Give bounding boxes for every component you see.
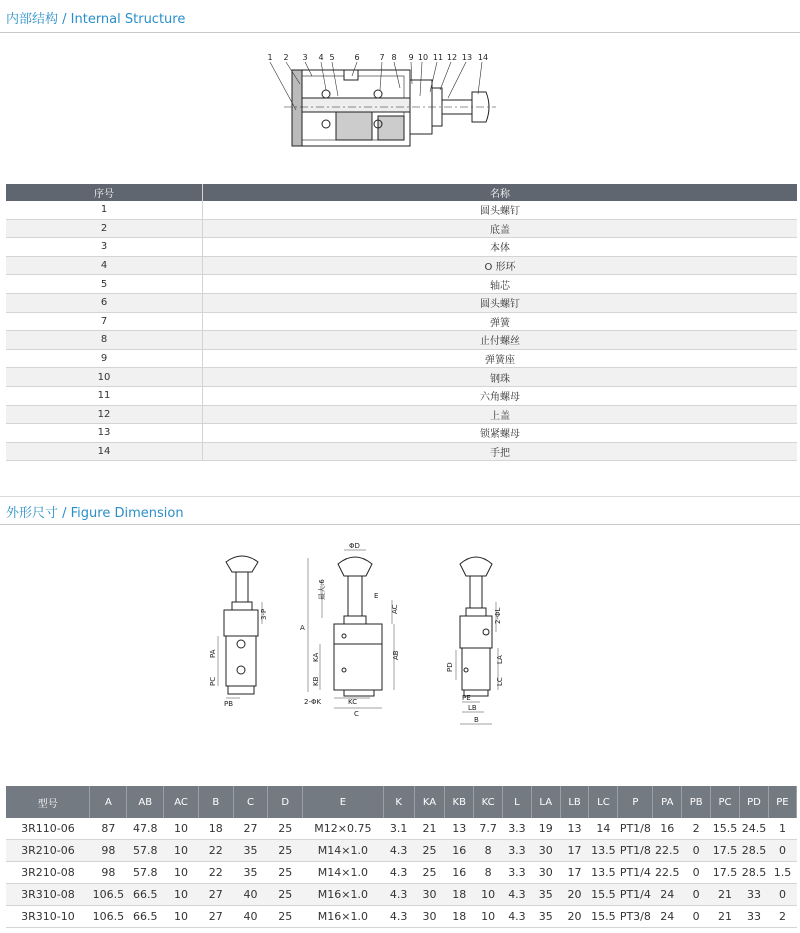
- callout-5: 5: [329, 53, 335, 62]
- part-name: 手把: [203, 442, 798, 461]
- dims-cell: 13.5: [589, 862, 618, 884]
- dims-header-cell: AB: [127, 786, 164, 818]
- dims-header-cell: A: [90, 786, 127, 818]
- part-number: 6: [6, 293, 203, 312]
- dims-cell: 28.5: [740, 862, 769, 884]
- dims-cell: 22: [198, 840, 233, 862]
- dims-cell: 106.5: [90, 884, 127, 906]
- dims-cell: PT1/4: [618, 862, 653, 884]
- parts-row: [6, 238, 797, 257]
- dims-cell: 17: [560, 862, 589, 884]
- parts-row: [6, 256, 797, 275]
- dims-header-cell: KC: [474, 786, 503, 818]
- dims-header-cell: L: [503, 786, 532, 818]
- dims-cell: 25: [268, 906, 303, 928]
- dims-header-cell: PA: [653, 786, 682, 818]
- dims-header-cell: LB: [560, 786, 589, 818]
- dims-row: [6, 906, 797, 928]
- part-number: 2: [6, 219, 203, 238]
- dims-cell: 18: [198, 818, 233, 840]
- dim-pe: PE: [462, 694, 471, 702]
- part-name: 六角螺母: [203, 386, 798, 405]
- dims-cell: 66.5: [127, 884, 164, 906]
- part-name: 弹簧座: [203, 349, 798, 368]
- parts-row: [6, 349, 797, 368]
- dims-header-cell: C: [233, 786, 268, 818]
- parts-header-name: 名称: [203, 184, 798, 201]
- callout-9: 9: [408, 53, 414, 62]
- dims-cell: 106.5: [90, 906, 127, 928]
- part-number: 14: [6, 442, 203, 461]
- dim-a: A: [300, 624, 305, 632]
- dims-cell: 17.5: [711, 862, 740, 884]
- dims-cell: 22.5: [653, 840, 682, 862]
- dims-cell: 21: [711, 884, 740, 906]
- part-number: 8: [6, 331, 203, 350]
- section-underline-2: [0, 524, 800, 525]
- dims-header-cell: KB: [445, 786, 474, 818]
- part-name: 止付螺丝: [203, 331, 798, 350]
- dims-cell: 24.5: [740, 818, 769, 840]
- parts-row: [6, 275, 797, 294]
- dims-cell: 4.3: [503, 906, 532, 928]
- dims-cell: 25: [414, 840, 445, 862]
- dims-cell: 16: [445, 862, 474, 884]
- callout-11: 11: [432, 53, 444, 62]
- dims-header-cell: PC: [711, 786, 740, 818]
- dims-cell: 10: [164, 840, 199, 862]
- dims-row: [6, 818, 797, 840]
- dims-header-cell: E: [303, 786, 384, 818]
- dims-header-cell: PD: [740, 786, 769, 818]
- dim-d: ΦD: [349, 542, 360, 550]
- dims-cell: 25: [268, 862, 303, 884]
- parts-table: [6, 184, 797, 461]
- callout-3: 3: [302, 53, 308, 62]
- parts-row: [6, 331, 797, 350]
- dim-pc: PC: [209, 676, 217, 686]
- part-name: 轴芯: [203, 275, 798, 294]
- dim-ka: KA: [312, 652, 320, 662]
- part-name: 圆头螺钉: [203, 201, 798, 219]
- dims-header-cell: 型号: [6, 786, 90, 818]
- dims-cell: 15.5: [711, 818, 740, 840]
- dims-cell: 3.3: [503, 818, 532, 840]
- dims-cell: M12×0.75: [303, 818, 384, 840]
- parts-row: [6, 386, 797, 405]
- dims-cell: 28.5: [740, 840, 769, 862]
- dims-cell: PT1/8: [618, 818, 653, 840]
- callout-6: 6: [354, 53, 360, 62]
- dims-row: [6, 862, 797, 884]
- dims-cell: 3.3: [503, 862, 532, 884]
- parts-header-no: 序号: [6, 184, 203, 201]
- dim-e: E: [374, 592, 379, 600]
- dims-cell: 13: [445, 818, 474, 840]
- dims-cell: M16×1.0: [303, 884, 384, 906]
- part-name: O 形环: [203, 256, 798, 275]
- part-name: 弹簧: [203, 312, 798, 331]
- dim-pd: PD: [446, 662, 454, 672]
- part-name: 底盖: [203, 219, 798, 238]
- dims-cell: 16: [653, 818, 682, 840]
- dims-cell: 35: [233, 840, 268, 862]
- dims-cell: 35: [233, 862, 268, 884]
- dims-cell: 10: [164, 906, 199, 928]
- parts-row: [6, 405, 797, 424]
- callout-7: 7: [379, 53, 385, 62]
- dims-cell: 4.3: [383, 906, 414, 928]
- dims-header-cell: LA: [531, 786, 560, 818]
- dimensions-table: [6, 786, 797, 928]
- dims-cell: 21: [414, 818, 445, 840]
- dims-cell: PT1/8: [618, 840, 653, 862]
- dims-cell: 27: [198, 884, 233, 906]
- parts-row: [6, 201, 797, 219]
- dims-cell: 27: [198, 906, 233, 928]
- dims-cell: 10: [164, 818, 199, 840]
- callout-4: 4: [318, 53, 324, 62]
- part-name: 锁紧螺母: [203, 424, 798, 443]
- dims-cell: 13.5: [589, 840, 618, 862]
- dims-cell: 10: [474, 884, 503, 906]
- dim-lc: LC: [496, 677, 504, 686]
- section-divider: [0, 496, 800, 497]
- dims-header-cell: LC: [589, 786, 618, 818]
- dim-k: 2-ΦK: [304, 698, 322, 706]
- dims-header-cell: K: [383, 786, 414, 818]
- part-number: 1: [6, 201, 203, 219]
- dims-cell: 8: [474, 862, 503, 884]
- dim-2l: 2-ΦL: [494, 607, 502, 624]
- dims-cell: 10: [474, 906, 503, 928]
- dims-cell: M14×1.0: [303, 840, 384, 862]
- dim-ac: AC: [391, 604, 399, 614]
- dims-cell: 27: [233, 818, 268, 840]
- parts-row: [6, 312, 797, 331]
- parts-row: [6, 424, 797, 443]
- dims-cell: 57.8: [127, 840, 164, 862]
- dims-cell: 25: [268, 840, 303, 862]
- callout-13: 13: [461, 53, 473, 62]
- dims-cell: 35: [531, 906, 560, 928]
- dims-cell: 25: [268, 818, 303, 840]
- dims-cell: 15.5: [589, 884, 618, 906]
- section-underline: [0, 32, 800, 33]
- dims-cell: 21: [711, 906, 740, 928]
- dims-cell: 0: [682, 862, 711, 884]
- dim-pb: PB: [224, 700, 234, 708]
- dims-cell: 8: [474, 840, 503, 862]
- dims-cell: 13: [560, 818, 589, 840]
- dims-header-cell: P: [618, 786, 653, 818]
- dims-cell: 30: [531, 862, 560, 884]
- parts-row: [6, 442, 797, 461]
- part-name: 圆头螺钉: [203, 293, 798, 312]
- dims-cell: 14: [589, 818, 618, 840]
- section-title-dimension: 外形尺寸 / Figure Dimension: [6, 506, 184, 521]
- dims-header-cell: KA: [414, 786, 445, 818]
- dims-cell: 25: [268, 884, 303, 906]
- dims-cell: 10: [164, 862, 199, 884]
- dims-cell: 98: [90, 862, 127, 884]
- dims-cell: 0: [682, 906, 711, 928]
- callout-2: 2: [283, 53, 289, 62]
- dims-cell: 0: [682, 884, 711, 906]
- part-number: 7: [6, 312, 203, 331]
- dims-cell: 40: [233, 906, 268, 928]
- dims-cell: 2: [768, 906, 796, 928]
- dim-lb: LB: [468, 704, 477, 712]
- dims-cell: 2: [682, 818, 711, 840]
- dims-cell: 17.5: [711, 840, 740, 862]
- dims-cell: 7.7: [474, 818, 503, 840]
- dims-cell: 3R210-08: [6, 862, 90, 884]
- part-name: 上盖: [203, 405, 798, 424]
- dims-cell: 24: [653, 884, 682, 906]
- dims-cell: 19: [531, 818, 560, 840]
- dims-cell: 87: [90, 818, 127, 840]
- part-number: 13: [6, 424, 203, 443]
- dims-cell: 4.3: [383, 840, 414, 862]
- dims-cell: 18: [445, 884, 474, 906]
- dims-cell: 4.3: [383, 862, 414, 884]
- figure-dimension-drawing: [0, 540, 800, 740]
- dims-header-cell: B: [198, 786, 233, 818]
- callout-8: 8: [391, 53, 397, 62]
- dims-cell: 4.3: [383, 884, 414, 906]
- dims-cell: 18: [445, 906, 474, 928]
- dim-3p: 3-P: [260, 608, 268, 620]
- dims-cell: 3.3: [503, 840, 532, 862]
- dims-cell: 10: [164, 884, 199, 906]
- dims-cell: 0: [682, 840, 711, 862]
- dims-cell: 22: [198, 862, 233, 884]
- dims-cell: M16×1.0: [303, 906, 384, 928]
- dims-row: [6, 884, 797, 906]
- dims-cell: 25: [414, 862, 445, 884]
- part-number: 10: [6, 368, 203, 387]
- dims-cell: 1.5: [768, 862, 796, 884]
- dims-cell: 30: [414, 906, 445, 928]
- callout-1: 1: [267, 53, 273, 62]
- part-number: 9: [6, 349, 203, 368]
- dims-cell: 22.5: [653, 862, 682, 884]
- dims-cell: 3R310-08: [6, 884, 90, 906]
- dims-cell: 4.3: [503, 884, 532, 906]
- dims-cell: 20: [560, 884, 589, 906]
- dims-header-cell: AC: [164, 786, 199, 818]
- dims-cell: 30: [414, 884, 445, 906]
- dims-cell: 3R110-06: [6, 818, 90, 840]
- part-name: 本体: [203, 238, 798, 257]
- dims-cell: 16: [445, 840, 474, 862]
- dims-cell: 15.5: [589, 906, 618, 928]
- parts-row: [6, 219, 797, 238]
- dims-cell: 0: [768, 840, 796, 862]
- dims-header-cell: D: [268, 786, 303, 818]
- dims-cell: 33: [740, 906, 769, 928]
- dims-cell: 57.8: [127, 862, 164, 884]
- dims-header-cell: PB: [682, 786, 711, 818]
- dims-cell: 0: [768, 884, 796, 906]
- dim-kc: KC: [348, 698, 358, 706]
- dim-pa: PA: [209, 649, 217, 658]
- part-name: 钢珠: [203, 368, 798, 387]
- dims-cell: 3R210-06: [6, 840, 90, 862]
- dim-b: B: [474, 716, 479, 724]
- dims-cell: 30: [531, 840, 560, 862]
- part-number: 12: [6, 405, 203, 424]
- dims-header-cell: PE: [768, 786, 796, 818]
- dims-cell: 3R310-10: [6, 906, 90, 928]
- part-number: 5: [6, 275, 203, 294]
- dims-cell: PT3/8: [618, 906, 653, 928]
- callout-14: 14: [477, 53, 489, 62]
- dims-cell: 20: [560, 906, 589, 928]
- callout-12: 12: [446, 53, 458, 62]
- dims-cell: M14×1.0: [303, 862, 384, 884]
- dims-cell: 66.5: [127, 906, 164, 928]
- dims-cell: 3.1: [383, 818, 414, 840]
- part-number: 11: [6, 386, 203, 405]
- part-number: 3: [6, 238, 203, 257]
- dims-cell: 1: [768, 818, 796, 840]
- dims-cell: 40: [233, 884, 268, 906]
- dim-c: C: [354, 710, 359, 718]
- dims-cell: 24: [653, 906, 682, 928]
- parts-row: [6, 368, 797, 387]
- dim-kb: KB: [312, 676, 320, 686]
- dim-max6: 最大:6: [318, 579, 326, 600]
- section-title-internal: 内部结构 / Internal Structure: [6, 12, 186, 27]
- part-number: 4: [6, 256, 203, 275]
- parts-row: [6, 293, 797, 312]
- dims-cell: 47.8: [127, 818, 164, 840]
- callout-10: 10: [417, 53, 429, 62]
- dim-ab: AB: [392, 650, 400, 660]
- dims-cell: 33: [740, 884, 769, 906]
- dims-cell: 35: [531, 884, 560, 906]
- dims-row: [6, 840, 797, 862]
- dim-la: LA: [496, 655, 504, 664]
- dims-cell: 17: [560, 840, 589, 862]
- dims-cell: 98: [90, 840, 127, 862]
- dims-cell: PT1/4: [618, 884, 653, 906]
